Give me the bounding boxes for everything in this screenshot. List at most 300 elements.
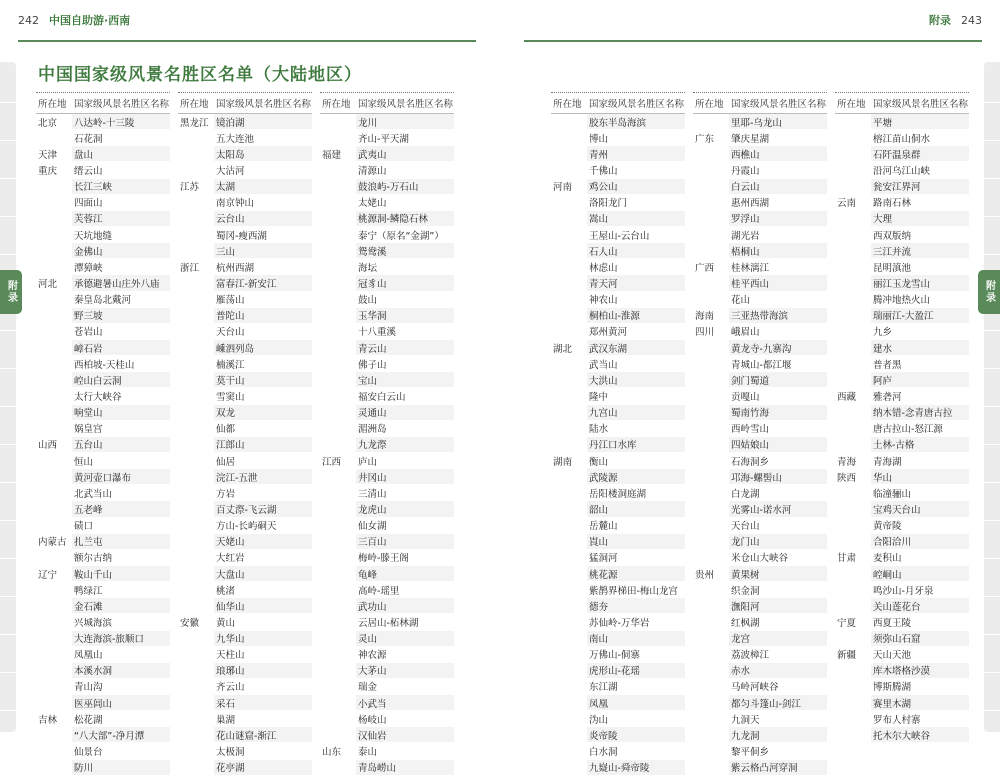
table-row <box>320 324 454 340</box>
scenic-area-cell: 芙蓉江 <box>72 211 170 226</box>
scenic-area-cell: 冠豸山 <box>356 275 454 290</box>
margin-divider <box>0 216 16 217</box>
table-row <box>551 614 685 630</box>
table-row <box>320 550 454 566</box>
table-row <box>693 743 827 759</box>
scenic-area-cell: 龙宫 <box>729 631 827 646</box>
scenic-area-cell: 剑门蜀道 <box>729 372 827 387</box>
scenic-area-cell: 娲皇宫 <box>74 424 103 436</box>
margin-divider <box>984 596 1000 597</box>
scenic-area-cell: 三百山 <box>356 534 454 549</box>
scenic-area-cell: 天柱山 <box>216 650 245 662</box>
scenic-area-cell: 防川 <box>72 760 170 775</box>
scenic-area-cell: 桐柏山-淮源 <box>587 308 685 323</box>
margin-divider <box>984 330 1000 331</box>
scenic-area-cell: 琅琊山 <box>214 663 312 678</box>
table-row <box>835 469 969 485</box>
scenic-area-cell: 库木塔格沙漠 <box>871 663 969 678</box>
scenic-area-cell: 南山 <box>587 631 685 646</box>
scenic-area-cell: 承德避暑山庄外八庙 <box>72 275 170 290</box>
table-row <box>835 631 969 647</box>
table-row <box>551 760 685 776</box>
scenic-area-cell: 普陀山 <box>214 308 312 323</box>
table-row <box>178 469 312 485</box>
scenic-area-cell: 兴城海滨 <box>74 617 113 629</box>
table-row <box>693 663 827 679</box>
scenic-area-cell: 本溪水洞 <box>72 663 170 678</box>
scenic-area-cell: 猛洞河 <box>589 553 618 565</box>
table-row <box>693 114 827 130</box>
scenic-area-cell: 东江湖 <box>589 682 618 694</box>
table-row <box>36 550 170 566</box>
table-row <box>320 566 454 582</box>
table-row <box>835 501 969 517</box>
scenic-area-cell: 麦积山 <box>873 553 902 565</box>
scenic-area-cell: 西岭雪山 <box>731 424 770 436</box>
header-location: 所在地 <box>695 99 724 110</box>
table-rows <box>178 114 312 776</box>
table-row <box>320 405 454 421</box>
scenic-area-cell: 王屋山-云台山 <box>589 230 650 242</box>
table-row <box>551 711 685 727</box>
table-row <box>551 195 685 211</box>
table-row <box>693 162 827 178</box>
table-row <box>835 647 969 663</box>
table-row <box>36 501 170 517</box>
location-cell: 青海 <box>837 456 857 468</box>
scenic-area-cell: “八大部”-净月潭 <box>72 727 170 742</box>
table-row <box>551 372 685 388</box>
column-header <box>320 93 454 114</box>
table-column-6 <box>835 92 969 743</box>
table-row <box>693 760 827 776</box>
scenic-area-cell: 九洞天 <box>731 714 760 726</box>
table-row <box>320 582 454 598</box>
right-page-header <box>524 0 982 42</box>
table-row <box>320 437 454 453</box>
table-row <box>178 356 312 372</box>
table-row <box>835 243 969 259</box>
table-row <box>551 550 685 566</box>
scenic-area-cell: 马岭河峡谷 <box>731 682 779 694</box>
table-row <box>693 179 827 195</box>
scenic-area-cell: 青城山-都江堰 <box>731 359 792 371</box>
scenic-area-cell: 南京钟山 <box>216 198 255 210</box>
table-row <box>320 162 454 178</box>
table-row <box>693 631 827 647</box>
scenic-area-cell: 黄帝陵 <box>873 521 902 533</box>
scenic-area-cell: 大连海滨-旅顺口 <box>72 631 170 646</box>
location-cell: 西藏 <box>837 391 857 403</box>
scenic-area-cell: 盘山 <box>72 146 170 161</box>
scenic-area-cell: 双龙 <box>214 405 312 420</box>
table-row <box>178 631 312 647</box>
scenic-area-cell: 汉仙岩 <box>356 727 454 742</box>
scenic-area-cell: 石人山 <box>587 243 685 258</box>
table-row <box>551 518 685 534</box>
table-row <box>320 356 454 372</box>
table-row <box>178 663 312 679</box>
scenic-area-cell: 白云山 <box>729 179 827 194</box>
scenic-area-cell: 紫鹊界梯田-梅山龙宫 <box>589 585 678 597</box>
table-row <box>178 534 312 550</box>
scenic-area-cell: 九华山 <box>214 631 312 646</box>
scenic-area-cell: 巢湖 <box>216 714 236 726</box>
table-row <box>36 485 170 501</box>
scenic-area-cell: 桃源洞-鳞隐石林 <box>356 211 454 226</box>
margin-divider <box>0 254 16 255</box>
margin-divider <box>0 140 16 141</box>
table-row <box>835 372 969 388</box>
page-title: 中国国家级风景名胜区名单（大陆地区） <box>38 65 362 85</box>
scenic-area-cell: 黄山 <box>216 617 236 629</box>
table-row <box>551 243 685 259</box>
location-cell: 甘肃 <box>837 553 857 565</box>
scenic-area-cell: 石海洞乡 <box>731 456 770 468</box>
scenic-area-cell: 莫干山 <box>214 372 312 387</box>
table-row <box>36 679 170 695</box>
scenic-area-cell: 嶂石岩 <box>72 340 170 355</box>
column-header <box>36 93 170 114</box>
scenic-area-cell: 路南石林 <box>873 198 912 210</box>
margin-divider <box>984 444 1000 445</box>
scenic-area-cell: 江郎山 <box>214 437 312 452</box>
location-cell: 贵州 <box>695 569 715 581</box>
scenic-area-cell: 宝鸡天台山 <box>871 501 969 516</box>
header-location: 所在地 <box>553 99 582 110</box>
table-row <box>693 308 827 324</box>
table-row <box>36 760 170 776</box>
table-row <box>178 760 312 776</box>
scenic-area-cell: 榕江苗山侗水 <box>873 133 931 145</box>
scenic-area-cell: 嵩山 <box>587 211 685 226</box>
margin-divider <box>984 520 1000 521</box>
scenic-area-cell: 金佛山 <box>72 243 170 258</box>
scenic-area-cell: 瑞丽江-大盈江 <box>871 308 969 323</box>
table-row <box>36 695 170 711</box>
scenic-area-cell: 武夷山 <box>356 146 454 161</box>
table-rows <box>320 114 454 776</box>
scenic-area-cell: 八达岭-十三陵 <box>72 114 170 129</box>
location-cell: 福建 <box>322 149 342 161</box>
scenic-area-cell: 长江三峡 <box>72 179 170 194</box>
scenic-area-cell: 花亭湖 <box>214 760 312 775</box>
scenic-area-cell: 合阳洽川 <box>871 534 969 549</box>
scenic-area-cell: 鞍山千山 <box>72 566 170 581</box>
scenic-area-cell: 瓮安江界河 <box>871 179 969 194</box>
scenic-area-cell: 方山-长屿硐天 <box>216 521 277 533</box>
table-row <box>835 614 969 630</box>
margin-divider <box>0 368 16 369</box>
scenic-area-cell: 方岩 <box>216 488 236 500</box>
margin-divider <box>984 216 1000 217</box>
margin-divider <box>0 102 16 103</box>
scenic-area-cell: 织金洞 <box>731 585 760 597</box>
scenic-area-cell: 千佛山 <box>589 165 618 177</box>
table-row <box>693 324 827 340</box>
scenic-area-cell: 桃花源 <box>587 566 685 581</box>
table-row <box>36 227 170 243</box>
table-row <box>551 727 685 743</box>
scenic-area-cell: 普者黑 <box>873 359 902 371</box>
table-row <box>835 162 969 178</box>
table-row <box>693 598 827 614</box>
table-row <box>835 582 969 598</box>
scenic-area-cell: 井冈山 <box>356 469 454 484</box>
location-cell: 云南 <box>837 198 857 210</box>
scenic-area-cell: 青天河 <box>587 275 685 290</box>
scenic-area-cell: 秦皇岛北戴河 <box>74 295 132 307</box>
left-section-tab: 附录 <box>0 270 22 314</box>
table-row <box>320 647 454 663</box>
table-row <box>551 566 685 582</box>
left-page-number: 242 <box>18 13 39 27</box>
scenic-area-cell: 福安白云山 <box>358 391 406 403</box>
scenic-area-cell: 蜀冈-瘦西湖 <box>216 230 267 242</box>
table-row <box>178 550 312 566</box>
scenic-area-cell: 青海湖 <box>873 456 902 468</box>
table-row <box>36 534 170 550</box>
table-rows <box>693 114 827 776</box>
table-row <box>693 695 827 711</box>
table-row <box>36 743 170 759</box>
scenic-area-cell: 仙景台 <box>74 747 103 759</box>
table-row <box>551 340 685 356</box>
table-row <box>178 243 312 259</box>
location-cell: 湖北 <box>553 343 573 355</box>
scenic-area-cell: 须弥山石窟 <box>871 631 969 646</box>
table-row <box>178 259 312 275</box>
table-row <box>320 614 454 630</box>
table-row <box>551 292 685 308</box>
table-row <box>178 372 312 388</box>
scenic-area-cell: 嵊泗列岛 <box>214 340 312 355</box>
table-row <box>693 679 827 695</box>
scenic-area-cell: 佛子山 <box>358 359 387 371</box>
table-row <box>835 388 969 404</box>
location-cell: 北京 <box>38 117 58 129</box>
table-row <box>36 566 170 582</box>
table-row <box>835 566 969 582</box>
header-name: 国家级风景名胜区名称 <box>589 99 685 110</box>
scenic-area-cell: 峨眉山 <box>731 327 760 339</box>
table-row <box>693 211 827 227</box>
scenic-area-cell: 博斯腾湖 <box>873 682 912 694</box>
margin-divider <box>0 406 16 407</box>
table-row <box>178 727 312 743</box>
margin-divider <box>984 482 1000 483</box>
table-row <box>36 114 170 130</box>
scenic-area-cell: 潕阳河 <box>729 598 827 613</box>
location-cell: 四川 <box>695 327 715 339</box>
table-row <box>178 695 312 711</box>
scenic-area-cell: 云台山 <box>214 211 312 226</box>
table-row <box>693 227 827 243</box>
table-column-2 <box>178 92 312 776</box>
scenic-area-cell: 杭州西湖 <box>216 262 255 274</box>
scenic-area-cell: 赤水 <box>729 663 827 678</box>
table-row <box>693 550 827 566</box>
table-row <box>36 340 170 356</box>
table-row <box>178 485 312 501</box>
location-cell: 广西 <box>695 262 715 274</box>
table-row <box>835 695 969 711</box>
scenic-area-cell: 青山沟 <box>74 682 103 694</box>
scenic-area-cell: 齐山-平天湖 <box>358 133 409 145</box>
table-row <box>320 711 454 727</box>
scenic-area-cell: 潭獐峡 <box>74 262 103 274</box>
scenic-area-cell: 大沾河 <box>216 165 245 177</box>
table-row <box>36 727 170 743</box>
table-row <box>835 195 969 211</box>
column-header <box>835 93 969 114</box>
margin-divider <box>0 634 16 635</box>
table-row <box>551 695 685 711</box>
table-row <box>693 275 827 291</box>
scenic-area-cell: 湄洲岛 <box>358 424 387 436</box>
table-row <box>36 711 170 727</box>
table-row <box>693 340 827 356</box>
scenic-area-cell: 恒山 <box>74 456 94 468</box>
scenic-area-cell: 托木尔大峡谷 <box>871 727 969 742</box>
scenic-area-cell: 大茅山 <box>356 663 454 678</box>
table-row <box>835 711 969 727</box>
scenic-area-cell: 武汉东湖 <box>587 340 685 355</box>
table-row <box>551 259 685 275</box>
table-row <box>551 743 685 759</box>
scenic-area-cell: 石花洞 <box>74 133 103 145</box>
table-row <box>551 534 685 550</box>
column-header <box>693 93 827 114</box>
scenic-area-cell: 纳木错-念青唐古拉 <box>871 405 969 420</box>
scenic-area-cell: 采石 <box>214 695 312 710</box>
table-row <box>551 146 685 162</box>
scenic-area-cell: 雁荡山 <box>216 295 245 307</box>
table-column-4 <box>551 92 685 776</box>
margin-divider <box>984 140 1000 141</box>
table-row <box>551 663 685 679</box>
scenic-area-cell: 阿庐 <box>871 372 969 387</box>
table-row <box>551 308 685 324</box>
table-row <box>320 259 454 275</box>
table-column-5 <box>693 92 827 776</box>
right-page-number: 243 <box>961 13 982 27</box>
scenic-area-cell: 陆水 <box>589 424 609 436</box>
scenic-area-cell: 米仓山大峡谷 <box>731 553 789 565</box>
margin-divider <box>0 596 16 597</box>
table-row <box>551 679 685 695</box>
scenic-area-cell: 西夏王陵 <box>873 617 912 629</box>
scenic-area-cell: 清源山 <box>358 165 387 177</box>
scenic-area-cell: 雅砻河 <box>873 391 902 403</box>
margin-divider <box>0 558 16 559</box>
table-row <box>551 582 685 598</box>
margin-divider <box>0 672 16 673</box>
scenic-area-cell: 天台山 <box>216 327 245 339</box>
header-name: 国家级风景名胜区名称 <box>731 99 827 110</box>
table-row <box>835 663 969 679</box>
scenic-area-cell: 武陵源 <box>587 469 685 484</box>
location-cell: 江苏 <box>180 182 200 194</box>
scenic-area-cell: 丹霞山 <box>731 165 760 177</box>
table-row <box>551 421 685 437</box>
table-row <box>320 631 454 647</box>
table-row <box>178 146 312 162</box>
table-row <box>551 631 685 647</box>
table-row <box>178 275 312 291</box>
table-row <box>320 308 454 324</box>
scenic-area-cell: 三江并流 <box>871 243 969 258</box>
table-column-3 <box>320 92 454 776</box>
scenic-area-cell: 岳阳楼洞庭湖 <box>589 488 647 500</box>
header-location: 所在地 <box>180 99 209 110</box>
scenic-area-cell: 灵通山 <box>356 405 454 420</box>
scenic-area-cell: 太行大峡谷 <box>74 391 122 403</box>
table-row <box>36 324 170 340</box>
scenic-area-cell: 丹江口水库 <box>587 437 685 452</box>
table-row <box>178 405 312 421</box>
table-row <box>835 437 969 453</box>
table-row <box>835 453 969 469</box>
scenic-area-cell: 荔波樟江 <box>731 650 770 662</box>
table-row <box>178 711 312 727</box>
table-row <box>693 614 827 630</box>
table-row <box>178 453 312 469</box>
table-row <box>36 614 170 630</box>
scenic-area-cell: 紫云格凸河穿洞 <box>729 760 827 775</box>
scenic-area-cell: 太阳岛 <box>214 146 312 161</box>
scenic-area-cell: 都匀斗篷山-剑江 <box>729 695 827 710</box>
scenic-area-cell: 凤凰山 <box>74 650 103 662</box>
table-row <box>320 663 454 679</box>
scenic-area-cell: 里耶-乌龙山 <box>729 114 827 129</box>
table-row <box>693 372 827 388</box>
scenic-area-cell: 黎平侗乡 <box>731 747 770 759</box>
scenic-area-cell: 太姥山 <box>358 198 387 210</box>
table-row <box>551 598 685 614</box>
table-row <box>320 485 454 501</box>
table-row <box>693 566 827 582</box>
scenic-area-cell: 洛阳龙门 <box>589 198 628 210</box>
table-row <box>693 582 827 598</box>
table-row <box>835 356 969 372</box>
table-row <box>551 647 685 663</box>
table-row <box>36 308 170 324</box>
scenic-area-cell: 野三坡 <box>72 308 170 323</box>
scenic-area-cell: 缙云山 <box>74 165 103 177</box>
table-row <box>178 162 312 178</box>
scenic-area-cell: 石阡温泉群 <box>871 146 969 161</box>
margin-divider <box>0 710 16 711</box>
table-row <box>835 340 969 356</box>
table-row <box>178 292 312 308</box>
table-row <box>36 259 170 275</box>
table-row <box>320 114 454 130</box>
table-row <box>178 598 312 614</box>
scenic-area-cell: 泰山 <box>358 747 378 759</box>
table-row <box>693 711 827 727</box>
table-row <box>835 211 969 227</box>
table-row <box>178 743 312 759</box>
scenic-area-cell: 苏仙岭-万华岩 <box>589 617 650 629</box>
scenic-area-cell: 太极洞 <box>216 747 245 759</box>
scenic-area-cell: 崆山白云洞 <box>72 372 170 387</box>
table-row <box>551 114 685 130</box>
margin-divider <box>0 178 16 179</box>
margin-divider <box>984 710 1000 711</box>
scenic-area-cell: 鼓山 <box>358 295 378 307</box>
margin-divider <box>0 520 16 521</box>
